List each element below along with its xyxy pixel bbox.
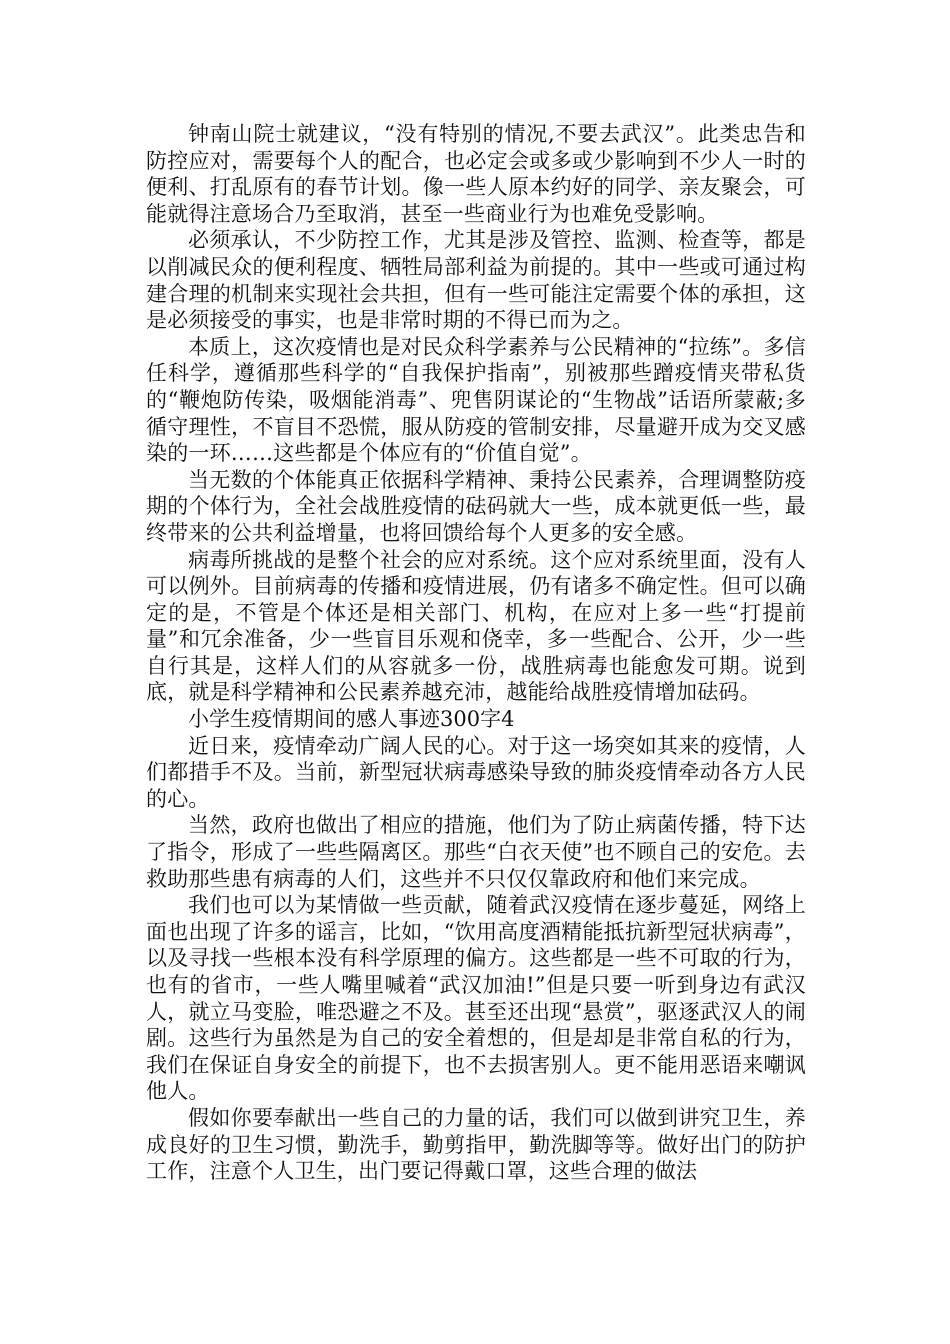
- paragraph-3: 本质上，这次疫情也是对民众科学素养与公民精神的“拉练”。多信任科学，遵循那些科学的“自我保护指南”，别被那些蹭疫情夹带私货的“鞭炮防传染，吸烟能消毒”、兜售阴谋论的“生物战”话语所蒙蔽;多循守理性，不盲目不恐慌，服从防疫的管制安排，尽量避开成为交叉感染的一环……这些都是个体应有的“价值自觉”。: [146, 334, 806, 466]
- section-paragraph-4: 假如你要奉献出一些自己的力量的话，我们可以做到讲究卫生，养成良好的卫生习惯，勤洗手，勤剪指甲，勤洗脚等等。做好出门的防护工作，注意个人卫生，出门要记得戴口罩，这些合理的做法: [146, 1105, 806, 1184]
- paragraph-2: 必须承认，不少防控工作，尤其是涉及管控、监测、检查等，都是以削减民众的便利程度、牺牲局部利益为前提的。其中一些或可通过构建合理的机制来实现社会共担，但有一些可能注定需要个体的承担，这是必须接受的事实，也是非常时期的不得已而为之。: [146, 228, 806, 333]
- section-paragraph-2: 当然，政府也做出了相应的措施，他们为了防止病菌传播，特下达了指令，形成了一些些隔离区。那些“白衣天使”也不顾自己的安危。去救助那些患有病毒的人们，这些并不只仅仅靠政府和他们来完成。: [146, 813, 806, 891]
- paragraph-1: 钟南山院士就建议，“没有特别的情况,不要去武汉”。此类忠告和防控应对，需要每个人的配合，也必定会或多或少影响到不少人一时的便利、打乱原有的春节计划。像一些人原本约好的同学、亲友聚会，可能就得注意场合乃至取消，甚至一些商业行为也难免受影响。: [146, 122, 806, 226]
- section-title: 小学生疫情期间的感人事迹300字4: [188, 707, 515, 732]
- document-body: [146, 121, 806, 1185]
- section-paragraph-3: 我们也可以为某情做一些贡献，随着武汉疫情在逐步蔓延，网络上面也出现了许多的谣言，比如，“饮用高度酒精能抵抗新型冠状病毒”，以及寻找一些根本没有科学原理的偏方。这些都是一些不可取的行为，也有的省市，一些人嘴里喊着“武汉加油!”但是只要一听到身边有武汉人，就立马变脸，唯恐避之不及。甚至还出现“悬赏”，驱逐武汉人的闹剧。这些行为虽然是为自己的安全着想的，但是却是非常自私的行为，我们在保证自身安全的前提下，也不去损害别人。更不能用恶语来嘲讽他人。: [146, 893, 806, 1104]
- section-paragraph-1: 近日来，疫情牵动广阔人民的心。对于这一场突如其来的疫情，人们都措手不及。当前，新型冠状病毒感染导致的肺炎疫情牵动各方人民的心。: [146, 733, 806, 811]
- paragraph-5: 病毒所挑战的是整个社会的应对系统。这个应对系统里面，没有人可以例外。目前病毒的传播和疫情进展，仍有诸多不确定性。但可以确定的是，不管是个体还是相关部门、机构，在应对上多一些“打提前量”和冗余准备，少一些盲目乐观和侥幸，多一些配合、公开，少一些自行其是，这样人们的从容就多一份，战胜病毒也能愈发可期。说到底，就是科学精神和公民素养越充沛，越能给战胜疫情增加砝码。: [146, 547, 806, 705]
- paragraph-4: 当无数的个体能真正依据科学精神、秉持公民素养，合理调整防疫期的个体行为，全社会战胜疫情的砝码就大一些，成本就更低一些，最终带来的公共利益增量，也将回馈给每个人更多的安全感。: [146, 467, 806, 545]
